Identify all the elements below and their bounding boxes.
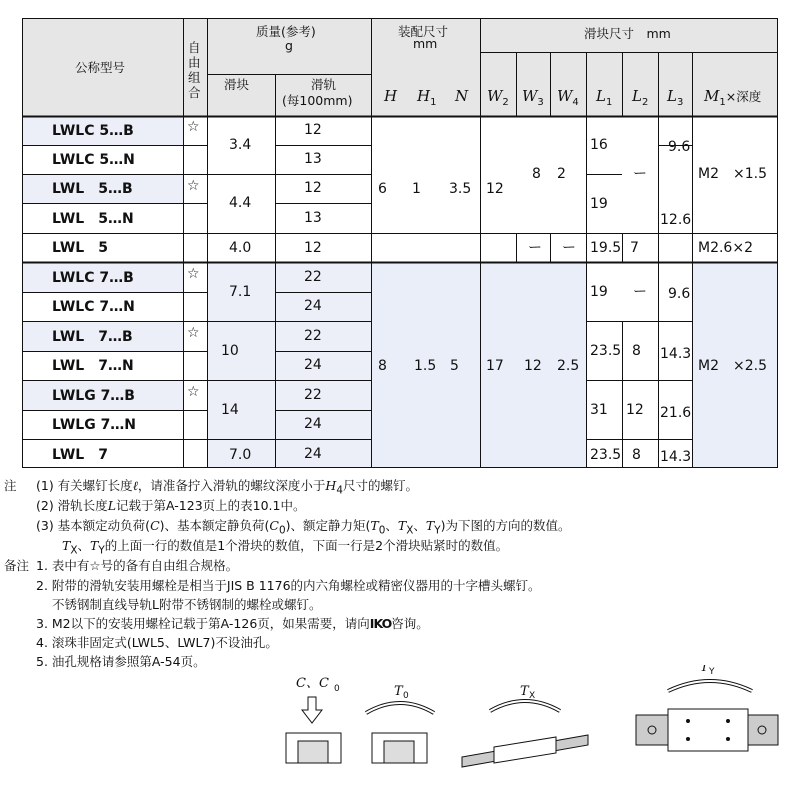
remark-2-cont: 不锈钢制直线导轨L附带不锈钢制的螺栓或螺钉。 <box>52 597 322 612</box>
block-mass: 4.4 <box>229 195 252 211</box>
dim-H: 6 <box>378 181 387 197</box>
fig-moment-tx <box>462 684 588 767</box>
dim-L1: 19 <box>590 196 608 212</box>
header-L2: $L_2$ <box>632 87 649 108</box>
svg-text:T: T <box>700 665 709 675</box>
dim-L1: 16 <box>590 137 608 153</box>
dim-N: 3.5 <box>449 181 472 197</box>
dim-L2: ー <box>633 166 647 182</box>
dim-W4: 2 <box>557 166 566 182</box>
model-cell: LWLC 7…B <box>52 270 134 286</box>
model-cell: LWL 5…N <box>52 211 134 227</box>
dim-L2: 7 <box>630 240 639 256</box>
model-cell: LWL 5 <box>52 240 108 256</box>
model-cell: LWLC 5…N <box>52 152 135 168</box>
rail-mass: 24 <box>304 357 322 373</box>
model-cell: LWL 5…B <box>52 181 133 197</box>
dim-W2: 12 <box>486 181 504 197</box>
svg-text:0: 0 <box>334 684 340 694</box>
dim-L3: 9.6 <box>668 139 691 155</box>
header-assembly: 装配尺寸 <box>398 24 449 39</box>
remark-5: 5. 油孔规格请参照第A-54页。 <box>36 654 206 669</box>
model-cell: LWL 7…B <box>52 329 133 345</box>
dim-L3: 21.6 <box>660 405 692 421</box>
header-L1: $L_1$ <box>596 87 613 108</box>
dim-L3: 9.6 <box>668 286 691 302</box>
svg-text:T: T <box>394 684 403 699</box>
block-mass: 7.1 <box>229 284 252 300</box>
model-cell: LWL 7…N <box>52 358 134 374</box>
svg-text:T: T <box>520 684 529 699</box>
note-label: 注 <box>4 478 17 493</box>
free-combo-star: ☆ <box>187 325 200 341</box>
load-direction-figures <box>0 665 800 784</box>
dim-W2: 17 <box>486 358 504 374</box>
rail-mass: 13 <box>304 210 322 226</box>
dim-L1: 19.5 <box>590 240 622 256</box>
dim-L3: 12.6 <box>660 212 692 228</box>
dim-L2: 8 <box>632 343 641 359</box>
dim-N: 5 <box>450 358 459 374</box>
rail-mass: 24 <box>304 446 322 462</box>
model-cell: LWL 7 <box>52 447 108 463</box>
note-3: (3) 基本额定动负荷(C)、基本额定静负荷$(C_0)$、额定静力矩($T_0$、$T_X$、$T_Y$)为下图的方向的数值。 <box>36 518 571 537</box>
model-cell: LWLG 7…N <box>52 417 137 433</box>
header-W2: $W_2$ <box>487 87 509 108</box>
header-mass-unit: g <box>285 38 293 53</box>
rail-mass: 22 <box>304 387 322 403</box>
free-combo-star: ☆ <box>187 119 200 135</box>
header-mass: 质量(参考) <box>256 24 316 39</box>
header-rail-per: (每100mm) <box>282 93 353 108</box>
header-L3: $L_3$ <box>667 87 684 108</box>
dim-W3: ー <box>528 240 542 256</box>
header-slider-dims: 滑块尺寸 mm <box>584 26 671 41</box>
dim-L2: ー <box>633 284 647 300</box>
rail-mass: 22 <box>304 328 322 344</box>
dim-W3: 12 <box>524 358 542 374</box>
model-cell: LWLG 7…B <box>52 388 135 404</box>
header-block: 滑块 <box>224 77 250 92</box>
dim-W4: ー <box>562 240 576 256</box>
svg-text:0: 0 <box>403 691 409 701</box>
header-W4: $W_4$ <box>557 87 579 108</box>
dim-L1: 31 <box>590 402 608 418</box>
dim-L3: 14.3 <box>660 346 692 362</box>
header-N: N <box>455 87 469 105</box>
dim-L3: 14.3 <box>660 449 692 465</box>
block-mass: 3.4 <box>229 137 252 153</box>
dim-W4: 2.5 <box>557 358 580 374</box>
header-rail: 滑轨 <box>311 77 337 92</box>
notes-section <box>0 472 800 672</box>
header-model: 公称型号 <box>75 60 126 75</box>
dim-H: 8 <box>378 358 387 374</box>
header-H: H <box>384 87 398 105</box>
remark-3: 3. M2以下的安装用螺栓记载于第A-126页，如果需要，请向IKO咨询。 <box>36 616 429 631</box>
note-3-cont: $T_X$、$T_Y$的上面一行的数值是1个滑块的数值，下面一行是2个滑块贴紧时的数值。 <box>62 538 509 557</box>
header-assembly-unit: mm <box>413 36 438 51</box>
remark-2: 2. 附带的滑轨安装用螺栓是相当于JIS B 1176的内六角螺栓或精密仪器用的十字槽头螺钉。 <box>36 578 541 593</box>
rail-mass: 22 <box>304 269 322 285</box>
dim-L1: 23.5 <box>590 447 622 463</box>
note-1: (1) 有关螺钉长度ℓ，请准备拧入滑轨的螺纹深度小于$H_4$尺寸的螺钉。 <box>36 478 418 497</box>
dim-L2: 12 <box>626 402 644 418</box>
dim-M1: M2 ×2.5 <box>698 358 767 374</box>
dim-L1: 19 <box>590 284 608 300</box>
dim-M1: M2.6×2 <box>698 240 753 256</box>
header-W3: $W_3$ <box>522 87 544 108</box>
dim-W3: 8 <box>532 166 541 182</box>
fig-load-down <box>286 676 341 763</box>
remarks-label: 备注 <box>4 558 30 573</box>
note-2: (2) 滑轨长度L记载于第A-123页上的表10.1中。 <box>36 498 306 513</box>
rail-mass: 12 <box>304 122 322 138</box>
brand-logo: IKO <box>369 616 392 631</box>
fig-moment-t0 <box>366 684 434 763</box>
rail-mass: 12 <box>304 180 322 196</box>
dim-M1: M2 ×1.5 <box>698 166 767 182</box>
dim-H1: 1 <box>412 181 421 197</box>
dim-H1: 1.5 <box>414 358 437 374</box>
svg-text:X: X <box>529 691 536 701</box>
header-free-combo: 自由组合 <box>188 40 201 100</box>
dim-L1: 23.5 <box>590 343 622 359</box>
remark-1: 1. 表中有☆号的备有自由组合规格。 <box>36 558 239 573</box>
block-mass: 14 <box>221 402 239 418</box>
model-cell: LWLC 5…B <box>52 123 134 139</box>
remark-4: 4. 滚珠非固定式(LWL5、LWL7)不设油孔。 <box>36 635 278 650</box>
block-mass: 10 <box>221 343 239 359</box>
fig1-label: C、C <box>296 676 329 691</box>
svg-text:Y: Y <box>709 667 715 677</box>
header-H1: $H_1$ <box>417 87 437 108</box>
free-combo-star: ☆ <box>187 266 200 282</box>
free-combo-star: ☆ <box>187 384 200 400</box>
header-M1: $M_1\times$深度 <box>704 87 762 108</box>
fig-moment-ty <box>636 665 778 751</box>
block-mass: 7.0 <box>229 447 252 463</box>
rail-mass: 24 <box>304 416 322 432</box>
rail-mass: 24 <box>304 298 322 314</box>
figures-svg <box>0 665 800 784</box>
rail-mass: 13 <box>304 151 322 167</box>
rail-mass: 12 <box>304 240 322 256</box>
model-cell: LWLC 7…N <box>52 299 135 315</box>
block-mass: 4.0 <box>229 240 252 256</box>
free-combo-star: ☆ <box>187 178 200 194</box>
dim-L2: 8 <box>632 447 641 463</box>
